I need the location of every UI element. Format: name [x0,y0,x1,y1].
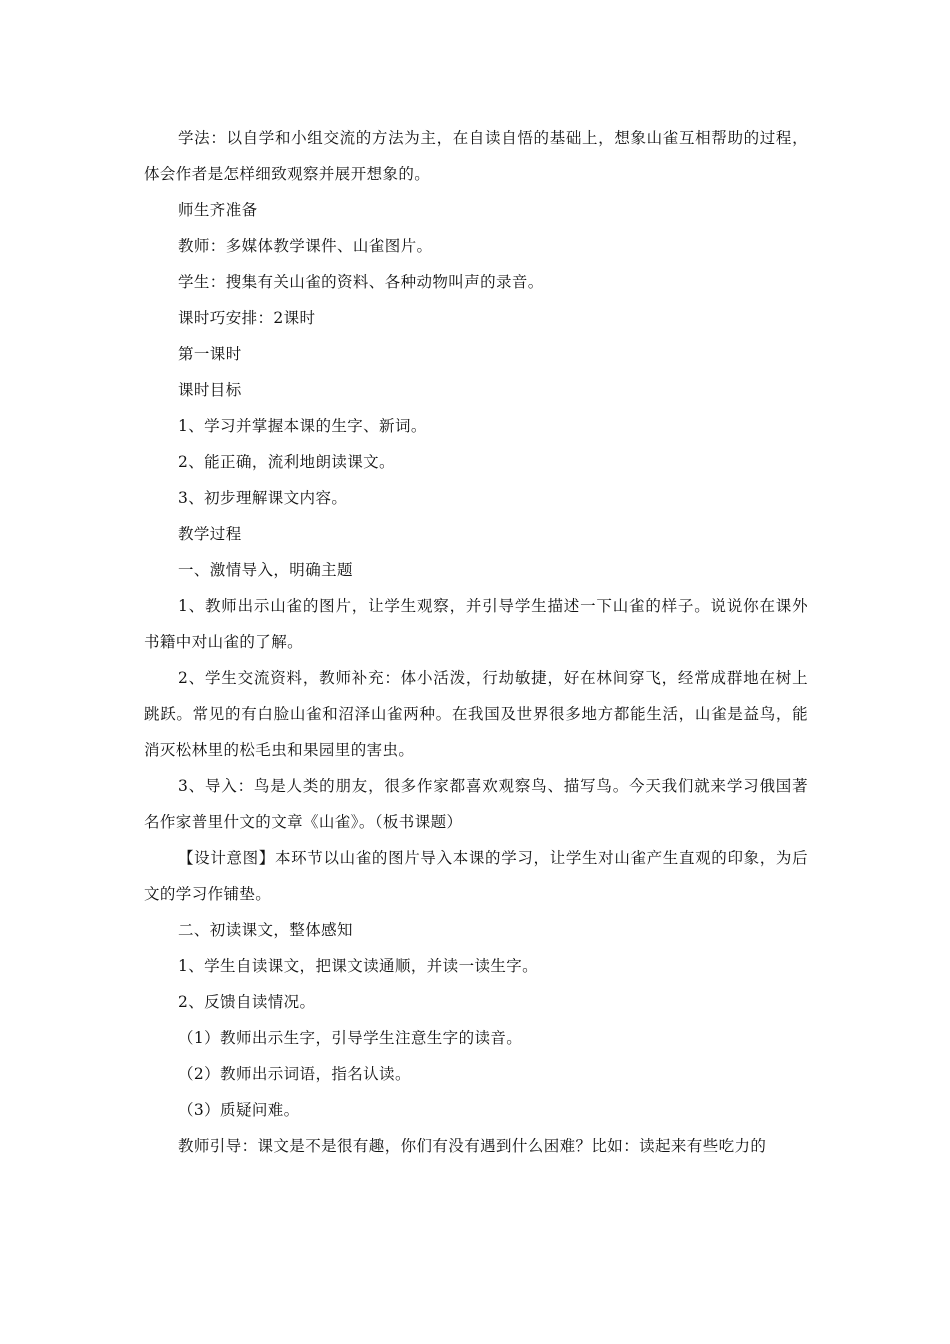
paragraph-lesson-goals-heading: 课时目标 [178,381,242,399]
paragraph-step-2-1: 1、学生自读课文，把课文读通顺，并读一读生字。 [178,957,539,975]
paragraph-first-lesson: 第一课时 [178,345,242,363]
paragraph-design-intent: 【设计意图】本环节以山雀的图片导入本课的学习，让学生对山雀产生直观的印象，为后文的学习作铺垫。 [144,849,808,903]
paragraph-teacher-guidance: 教师引导：课文是不是很有趣，你们有没有遇到什么困难？比如：读起来有些吃力的 [178,1137,767,1155]
paragraph-section-2-heading: 二、初读课文，整体感知 [178,921,353,939]
paragraph-lesson-schedule: 课时巧安排：2课时 [178,309,316,327]
paragraph-step-2-2-a: （1）教师出示生字，引导学生注意生字的读音。 [178,1029,523,1047]
paragraph-goal-3: 3、初步理解课文内容。 [178,489,348,507]
paragraph-preparation-heading: 师生齐准备 [178,201,258,219]
paragraph-study-method: 学法：以自学和小组交流的方法为主，在自读自悟的基础上，想象山雀互相帮助的过程，体会作者是怎样细致观察并展开想象的。 [144,129,808,183]
paragraph-teacher-materials: 教师：多媒体教学课件、山雀图片。 [178,237,433,255]
paragraph-process-heading: 教学过程 [178,525,242,543]
paragraph-goal-2: 2、能正确，流利地朗读课文。 [178,453,395,471]
paragraph-goal-1: 1、学习并掌握本课的生字、新词。 [178,417,427,435]
paragraph-section-1-heading: 一、激情导入，明确主题 [178,561,353,579]
paragraph-step-2-2-b: （2）教师出示词语，指名认读。 [178,1065,411,1083]
document-body [144,120,808,1164]
paragraph-step-1-3: 3、导入：鸟是人类的朋友，很多作家都喜欢观察鸟、描写鸟。今天我们就来学习俄国著名作家普里什文的文章《山雀》。（板书课题） [144,777,808,831]
paragraph-student-materials: 学生：搜集有关山雀的资料、各种动物叫声的录音。 [178,273,544,291]
paragraph-step-1-2: 2、学生交流资料，教师补充：体小活泼，行劫敏捷，好在林间穿飞，经常成群地在树上跳跃。常见的有白脸山雀和沼泽山雀两种。在我国及世界很多地方都能生活，山雀是益鸟，能消灭松林里的松毛虫和果园里的害虫。 [144,669,808,759]
paragraph-step-2-2-c: （3）质疑问难。 [178,1101,300,1119]
paragraph-step-2-2: 2、反馈自读情况。 [178,993,316,1011]
paragraph-step-1-1: 1、教师出示山雀的图片，让学生观察，并引导学生描述一下山雀的样子。说说你在课外书籍中对山雀的了解。 [144,597,808,651]
